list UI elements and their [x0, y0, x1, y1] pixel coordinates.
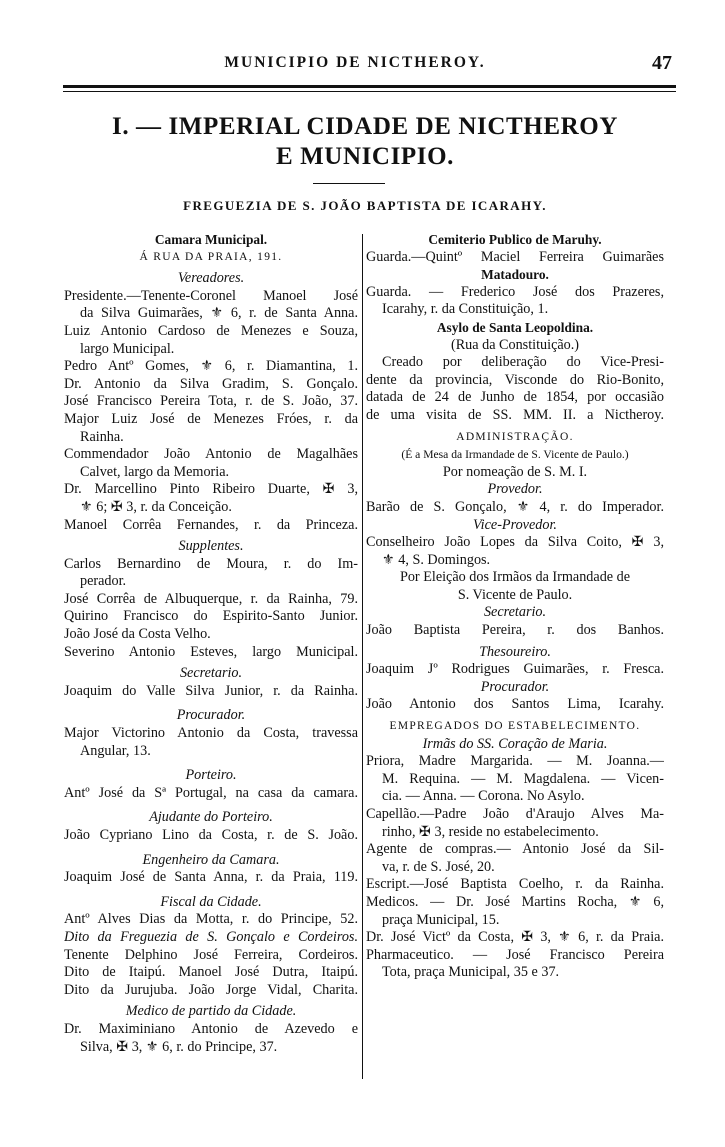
column-divider: [362, 234, 363, 1079]
administracao-note: (É a Mesa da Irmandade de S. Vicente de Paulo.): [401, 448, 629, 462]
procurador-heading: Procurador.: [176, 707, 246, 724]
list-item: Dr. Marcellino Pinto Ribeiro Duarte, ✠ 3,: [64, 481, 358, 498]
list-item: Joaquim do Valle Silva Junior, r. da Rainha.: [64, 682, 358, 699]
list-item: Conselheiro João Lopes da Silva Coito, ✠ 3,: [366, 534, 664, 551]
list-item: Agente de compras.— Antonio José da Sil-: [366, 841, 664, 858]
list-item: Major Luiz José de Menezes Fróes, r. da: [64, 410, 358, 427]
paragraph-line: datada de 24 de Junho de 1854, por occasião: [366, 389, 664, 406]
list-item: João Cypriano Lino da Costa, r. de S. João.: [64, 827, 358, 843]
list-item: Joaquim José de Santa Anna, r. da Praia, 119.: [64, 869, 358, 886]
short-rule: [313, 183, 385, 184]
running-title: MUNICIPIO DE NICTHEROY.: [224, 54, 486, 71]
list-item: Tota, praça Municipal, 35 e 37.: [382, 964, 560, 981]
medico-heading: Medico de partido da Cidade.: [125, 1003, 297, 1020]
list-item: Antº José da Sª Portugal, na casa da camara.: [64, 784, 358, 801]
nomeacao: Por nomeação de S. M. I.: [442, 463, 588, 480]
list-item: Icarahy, r. da Constituição, 1.: [382, 301, 549, 318]
list-item: largo Municipal.: [80, 340, 175, 357]
list-item: Antº Alves Dias da Motta, r. do Principe, 52.: [64, 911, 358, 928]
left-column: [64, 231, 358, 1056]
list-item: praça Municipal, 15.: [382, 911, 500, 928]
list-item: Rainha.: [80, 428, 124, 445]
paragraph-line: dente da provincia, Visconde do Rio-Bonito,: [366, 371, 664, 388]
procurador-heading: Procurador.: [480, 678, 550, 695]
list-item: Pharmaceutico. — José Francisco Pereira: [366, 946, 664, 963]
paragraph-line: de uma visita de SS. MM. II. a Nictheroy.: [366, 406, 664, 423]
list-item: Major Victorino Antonio da Costa, travessa: [64, 725, 358, 742]
list-item: Guarda.—Quintº Maciel Ferreira Guimarães: [366, 248, 664, 265]
section-title: [60, 112, 670, 172]
section-title-line-2: E MUNICIPIO.: [275, 143, 455, 170]
eleicao-line: Por Eleição dos Irmãos da Irmandade de: [399, 569, 631, 586]
parish-heading: FREGUEZIA DE S. JOÃO BAPTISTA DE ICARAHY.: [183, 198, 547, 213]
list-item: cia. — Anna. — Corona. No Asylo.: [382, 788, 585, 805]
list-item: Severino Antonio Esteves, largo Municipal.: [64, 643, 358, 660]
list-item: Luiz Antonio Cardoso de Menezes e Souza,: [64, 322, 358, 339]
camara-heading: Camara Municipal.: [154, 232, 268, 247]
list-item: Dr. Antonio da Silva Gradim, S. Gonçalo.: [64, 375, 358, 392]
vereadores-heading: Vereadores.: [177, 270, 245, 287]
asylo-heading: Asylo de Santa Leopoldina.: [436, 319, 594, 335]
right-column: [366, 231, 664, 982]
list-item: Angular, 13.: [80, 742, 151, 759]
list-item: Dr. Maximiniano Antonio de Azevedo e: [64, 1020, 358, 1037]
vice-provedor-heading: Vice-Provedor.: [473, 516, 557, 533]
list-item: Barão de S. Gonçalo, ⚜ 4, r. do Imperador.: [366, 498, 664, 515]
list-item: Priora, Madre Margarida. — M. Joanna.—: [366, 753, 664, 770]
list-item: Capellão.—Padre João d'Araujo Alves Ma-: [366, 806, 664, 822]
cemiterio-heading: Cemiterio Publico de Maruhy.: [428, 232, 602, 247]
page-number: 47: [652, 52, 672, 74]
secretario-heading: Secretario.: [483, 604, 547, 621]
list-item: rinho, ✠ 3, reside no estabelecimento.: [382, 823, 599, 840]
list-item: M. Requina. — M. Magdalena. — Vicen-: [382, 770, 664, 787]
thesoureiro-heading: Thesoureiro.: [479, 643, 551, 660]
list-item: Presidente.—Tenente-Coronel Manoel José: [64, 287, 358, 304]
list-item: Silva, ✠ 3, ⚜ 6, r. do Principe, 37.: [80, 1038, 278, 1055]
double-rule-thin: [63, 91, 676, 92]
list-item: Commendador João Antonio de Magalhães: [64, 446, 358, 463]
matadouro-heading: Matadouro.: [481, 267, 549, 283]
list-item: Joaquim Jº Rodrigues Guimarães, r. Fresca.: [366, 661, 664, 678]
list-item: Dito da Jurujuba. João Jorge Vidal, Charita.: [64, 981, 358, 998]
fiscal-heading: Fiscal da Cidade.: [160, 893, 262, 910]
asylo-address: (Rua da Constituição.): [450, 336, 580, 353]
list-item: Carlos Bernardino de Moura, r. do Im-: [64, 555, 358, 572]
irmas-heading: Irmãs do SS. Coração de Maria.: [422, 735, 608, 752]
engenheiro-heading: Engenheiro da Camara.: [142, 851, 280, 868]
list-item: Guarda. — Frederico José dos Prazeres,: [366, 283, 664, 300]
list-item: José Corrêa de Albuquerque, r. da Rainha, 79.: [64, 590, 358, 607]
section-title-line-1: I. — IMPERIAL CIDADE DE NICTHEROY: [112, 113, 618, 140]
list-item: José Francisco Pereira Tota, r. de S. João, 37.: [64, 393, 358, 410]
list-item: Dito da Freguezia de S. Gonçalo e Cordeiros.: [64, 928, 358, 945]
list-item: ⚜ 4, S. Domingos.: [382, 551, 491, 568]
list-item: Calvet, largo da Memoria.: [80, 463, 230, 480]
secretario-heading: Secretario.: [179, 665, 243, 682]
list-item: João Antonio dos Santos Lima, Icarahy.: [366, 696, 664, 713]
list-item: Dito de Itaipú. Manoel José Dutra, Itaipú.: [64, 964, 358, 981]
running-head: [0, 54, 725, 78]
list-item: perador.: [80, 573, 127, 590]
administracao-heading: ADMINISTRAÇÃO.: [456, 430, 574, 443]
list-item: Manoel Corrêa Fernandes, r. da Princeza.: [64, 516, 358, 533]
empregados-heading: EMPREGADOS DO ESTABELECIMENTO.: [389, 720, 641, 733]
eleicao-line: S. Vicente de Paulo.: [457, 586, 573, 603]
list-item: da Silva Guimarães, ⚜ 6, r. de Santa Anna.: [80, 305, 358, 322]
list-item: João José da Costa Velho.: [64, 626, 211, 643]
list-item: Quirino Francisco do Espirito-Santo Junior.: [64, 608, 358, 625]
camara-address: Á RUA DA PRAIA, 191.: [139, 250, 283, 263]
list-item: João Baptista Pereira, r. dos Banhos.: [366, 622, 664, 639]
list-item: ⚜ 6; ✠ 3, r. da Conceição.: [80, 498, 232, 515]
list-item: Medicos. — Dr. José Martins Rocha, ⚜ 6,: [366, 893, 664, 910]
list-item: Dr. José Victº da Costa, ✠ 3, ⚜ 6, r. da Praia.: [366, 929, 664, 946]
ajudante-heading: Ajudante do Porteiro.: [149, 809, 273, 826]
double-rule-thick: [63, 85, 676, 88]
list-item: Escript.—José Baptista Coelho, r. da Rainha.: [366, 876, 664, 893]
provedor-heading: Provedor.: [487, 481, 543, 498]
supplentes-heading: Supplentes.: [178, 538, 244, 555]
list-item: Tenente Delphino José Ferreira, Cordeiros.: [64, 946, 358, 963]
paragraph-line: Creado por deliberação do Vice-Presi-: [382, 354, 664, 371]
list-item: Pedro Antº Gomes, ⚜ 6, r. Diamantina, 1.: [64, 358, 358, 375]
list-item: va, r. de S. José, 20.: [382, 858, 495, 875]
porteiro-heading: Porteiro.: [185, 767, 237, 784]
